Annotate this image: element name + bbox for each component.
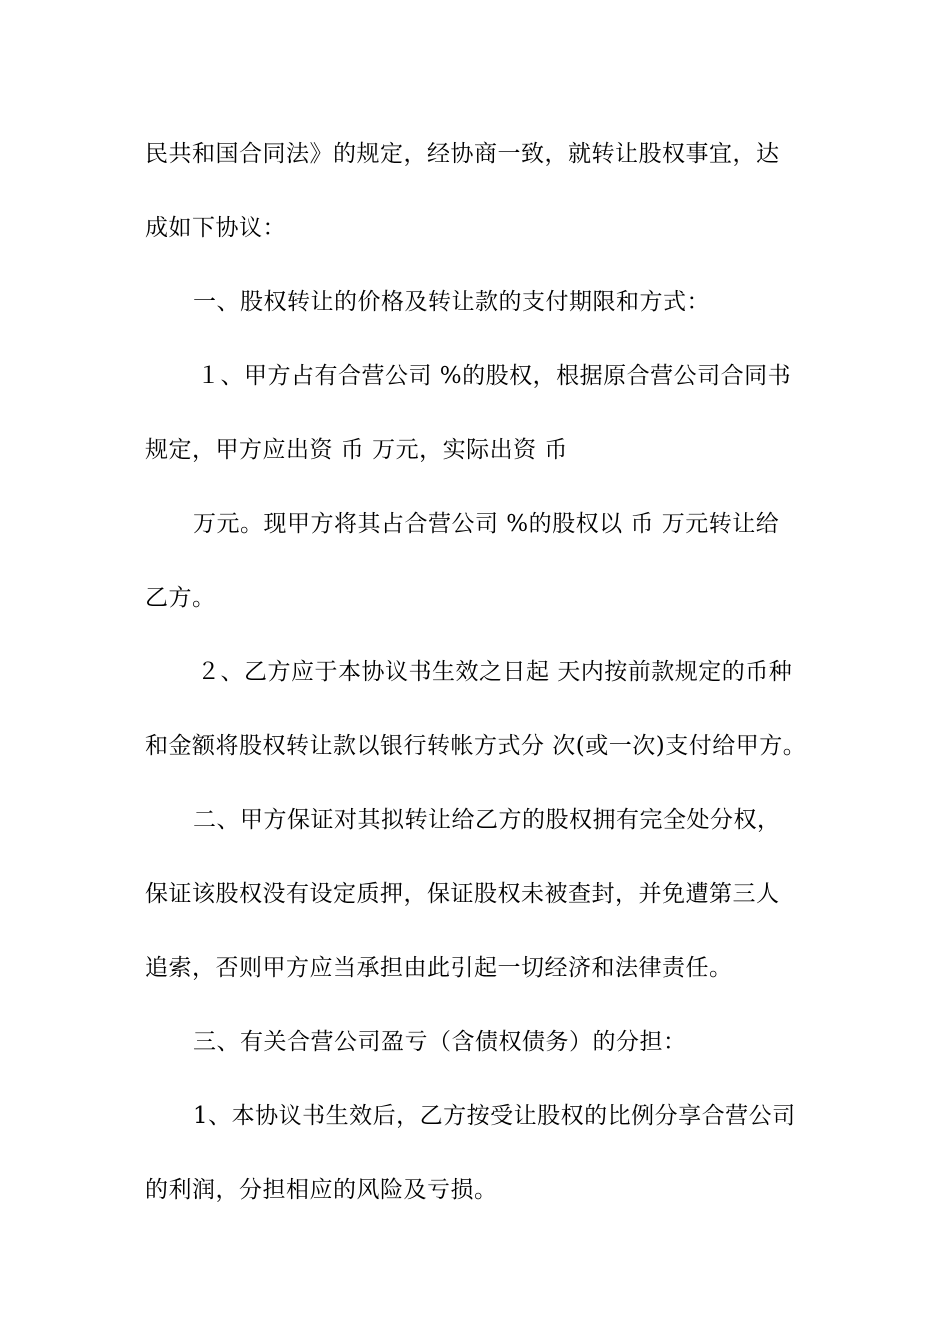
text-line: 规定，甲方应出资 币 万元，实际出资 币 xyxy=(145,437,568,463)
text-line: 追索，否则甲方应当承担由此引起一切经济和法律责任。 xyxy=(145,955,733,981)
text-line: 二、甲方保证对其拟转让给乙方的股权拥有完全处分权， xyxy=(193,807,781,833)
text-line: 保证该股权没有设定质押，保证股权未被查封，并免遭第三人 xyxy=(145,881,780,907)
text-line: 民共和国合同法》的规定，经协商一致，就转让股权事宜，达 xyxy=(145,141,780,167)
text-line: ２、乙方应于本协议书生效之日起 天内按前款规定的币种 xyxy=(197,659,793,685)
text-line: 1、本协议书生效后，乙方按受让股权的比例分享合营公司 xyxy=(193,1103,796,1129)
text-line: 一、股权转让的价格及转让款的支付期限和方式： xyxy=(193,289,710,315)
text-line: 和金额将股权转让款以银行转帐方式分 次(或一次)支付给甲方。 xyxy=(145,733,807,759)
text-line: 成如下协议： xyxy=(145,215,286,241)
text-line: 乙方。 xyxy=(145,585,216,611)
text-line: 的利润，分担相应的风险及亏损。 xyxy=(145,1177,498,1203)
text-line: 万元。现甲方将其占合营公司 %的股权以 币 万元转让给 xyxy=(193,511,780,537)
text-line: １、甲方占有合营公司 %的股权，根据原合营公司合同书 xyxy=(197,363,792,389)
text-line: 三、有关合营公司盈亏（含债权债务）的分担： xyxy=(193,1029,687,1055)
